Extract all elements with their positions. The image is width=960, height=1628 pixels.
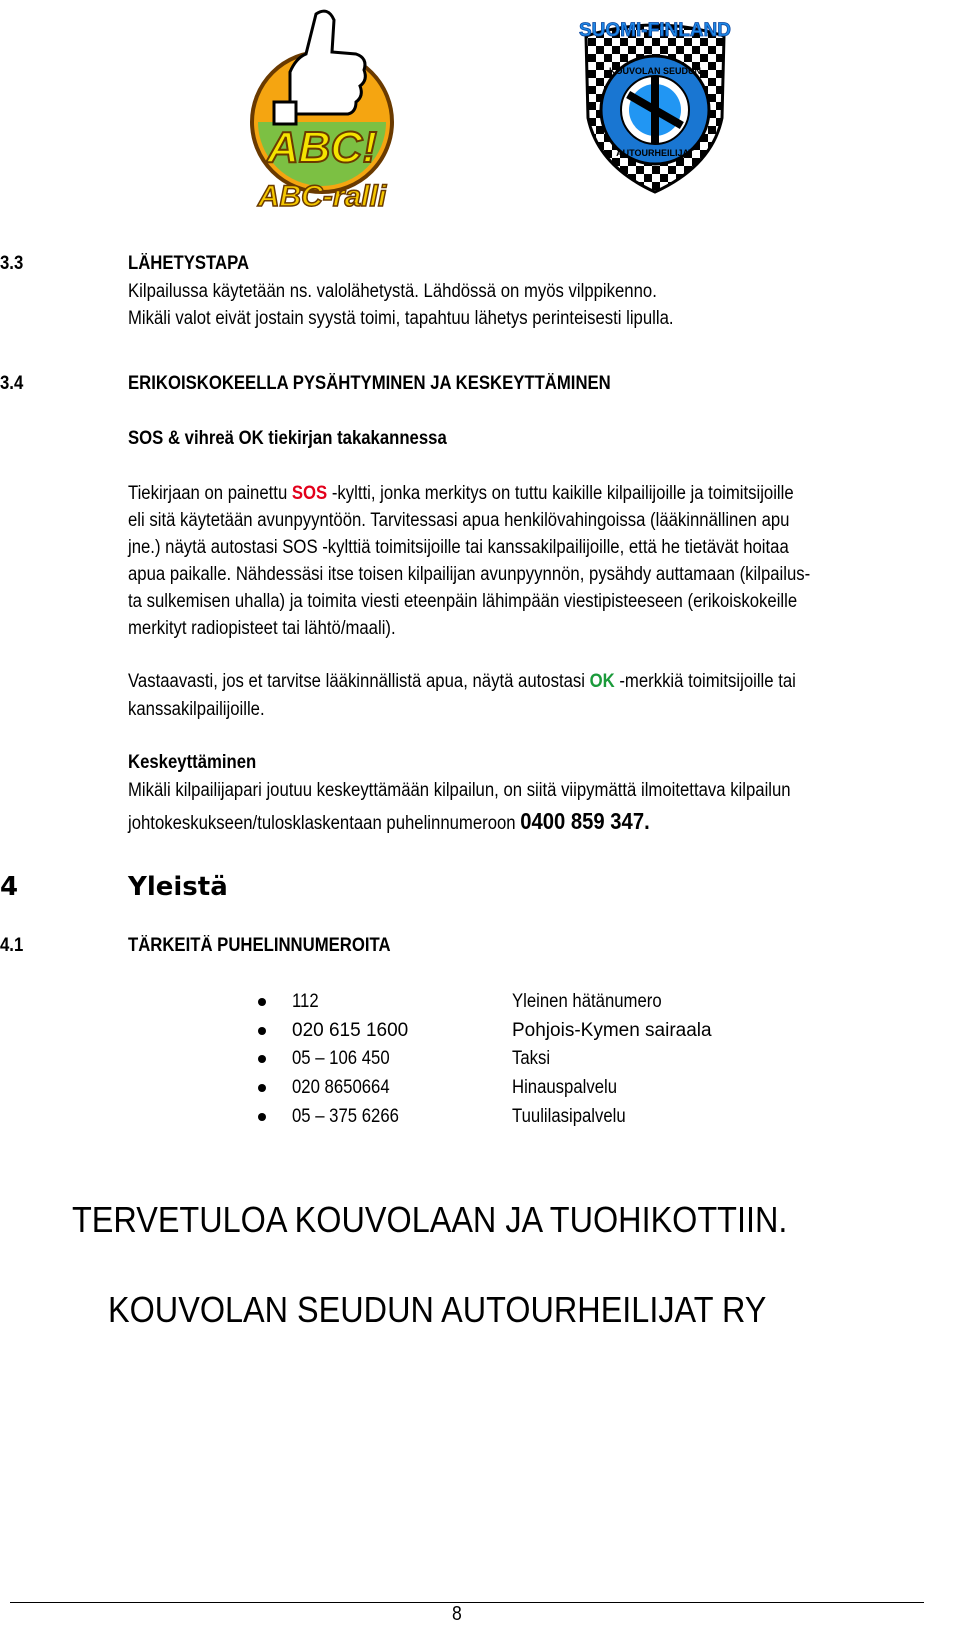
- section-3-4-number: 3.4: [0, 373, 24, 394]
- paragraph-text: -merkkiä toimitsijoille tai: [614, 671, 796, 692]
- paragraph-line: merkityt radiopisteet tai lähtö/maali).: [128, 618, 396, 639]
- phone-label: Taksi: [512, 1048, 551, 1069]
- paragraph-line: [128, 807, 650, 838]
- phone-label: Yleinen hätänumero: [512, 991, 662, 1012]
- phone-number: 020 8650664: [292, 1077, 390, 1098]
- phone-number: 05 – 106 450: [292, 1048, 390, 1069]
- paragraph-text: johtokeskukseen/tulosklaskentaan puhelinnumeroon: [128, 813, 521, 834]
- phone-label: Hinauspalvelu: [512, 1077, 618, 1098]
- bullet-icon: [258, 1055, 266, 1063]
- page-number: 8: [452, 1603, 462, 1625]
- paragraph-line: eli sitä käytetään avunpyyntöön. Tarvitessasi apua henkilövahingoissa (lääkinnällinen apu: [128, 510, 790, 531]
- phone-number: 0400 859 347.: [520, 808, 650, 834]
- paragraph-line: [128, 668, 796, 696]
- footer-divider: [10, 1602, 924, 1603]
- paragraph-line: kanssakilpailijoille.: [128, 699, 265, 720]
- ok-label: OK: [589, 671, 615, 692]
- section-3-3-title: LÄHETYSTAPA: [128, 253, 250, 274]
- paragraph-line: ta sulkemisen uhalla) ja toimita viesti eteenpäin lähimpään viestipisteeseen (erikoiskokeille: [128, 591, 798, 612]
- club-name-heading: KOUVOLAN SEUDUN AUTOURHEILIJAT RY: [108, 1289, 767, 1330]
- paragraph-line: apua paikalle. Nähdessäsi itse toisen kilpailijan avunpyynnön, pysähdy auttamaan (kilpailus-: [128, 564, 811, 585]
- section-4-title: Yleistä: [128, 872, 228, 902]
- section-3-3-number: 3.3: [0, 253, 24, 274]
- phone-number: 05 – 375 6266: [292, 1106, 399, 1127]
- welcome-heading: TERVETULOA KOUVOLAAN JA TUOHIKOTTIIN.: [72, 1199, 788, 1240]
- abc-mark-text: ABC!: [267, 123, 377, 172]
- paragraph-text: Tiekirjaan on painettu: [128, 483, 292, 504]
- section-4-number: 4: [0, 872, 19, 902]
- section-3-4-subtitle: SOS & vihreä OK tiekirjan takakannessa: [128, 428, 447, 449]
- abc-name-text: ABC-ralli: [257, 180, 387, 212]
- sos-label: SOS: [291, 483, 328, 504]
- bullet-icon: [258, 1027, 266, 1035]
- cuff-shape: [274, 102, 296, 124]
- section-3-3-line: Kilpailussa käytetään ns. valolähetystä. Lähdössä on myös vilppikenno.: [128, 281, 657, 302]
- keskeytys-title: Keskeyttäminen: [128, 752, 257, 773]
- paragraph-line: jne.) näytä autostasi SOS -kylttiä toimitsijoille tai kanssakilpailijoille, että he tietävät hoitaa: [128, 537, 789, 558]
- paragraph-text: Vastaavasti, jos et tarvitse lääkinnällistä apua, näytä autostasi: [128, 671, 590, 692]
- phone-number: 020 615 1600: [292, 1020, 409, 1041]
- seal-ring-top-text: KOUVOLAN SEUDUN: [608, 66, 702, 76]
- abc-ralli-logo: [244, 2, 400, 212]
- phone-label: Tuulilasipalvelu: [512, 1106, 626, 1127]
- bullet-icon: [258, 1084, 266, 1092]
- phone-label: Pohjois-Kymen sairaala: [512, 1020, 712, 1041]
- seal-top-text: SUOMI-FINLAND: [579, 20, 731, 41]
- thumbs-up-icon: [290, 11, 365, 114]
- section-4-1-title: TÄRKEITÄ PUHELINNUMEROITA: [128, 935, 391, 956]
- paragraph-text: -kyltti, jonka merkitys on tuttu kaikille kilpailijoille ja toimitsijoille: [327, 483, 794, 504]
- section-3-4-title: ERIKOISKOKEELLA PYSÄHTYMINEN JA KESKEYTTÄMINEN: [128, 373, 611, 394]
- section-4-1-number: 4.1: [0, 935, 24, 956]
- phone-number: 112: [292, 991, 319, 1012]
- paragraph-line: Mikäli kilpailijapari joutuu keskeyttämään kilpailun, on siitä viipymättä ilmoitettava kilpailun: [128, 780, 791, 801]
- bullet-icon: [258, 998, 266, 1006]
- paragraph-line: [128, 480, 794, 508]
- seal-ring-bottom-text: AUTOURHEILIJAT: [616, 148, 694, 158]
- section-3-3-line: Mikäli valot eivät jostain syystä toimi, tapahtuu lähetys perinteisesti lipulla.: [128, 308, 674, 329]
- club-seal-logo: [572, 6, 738, 198]
- bullet-icon: [258, 1113, 266, 1121]
